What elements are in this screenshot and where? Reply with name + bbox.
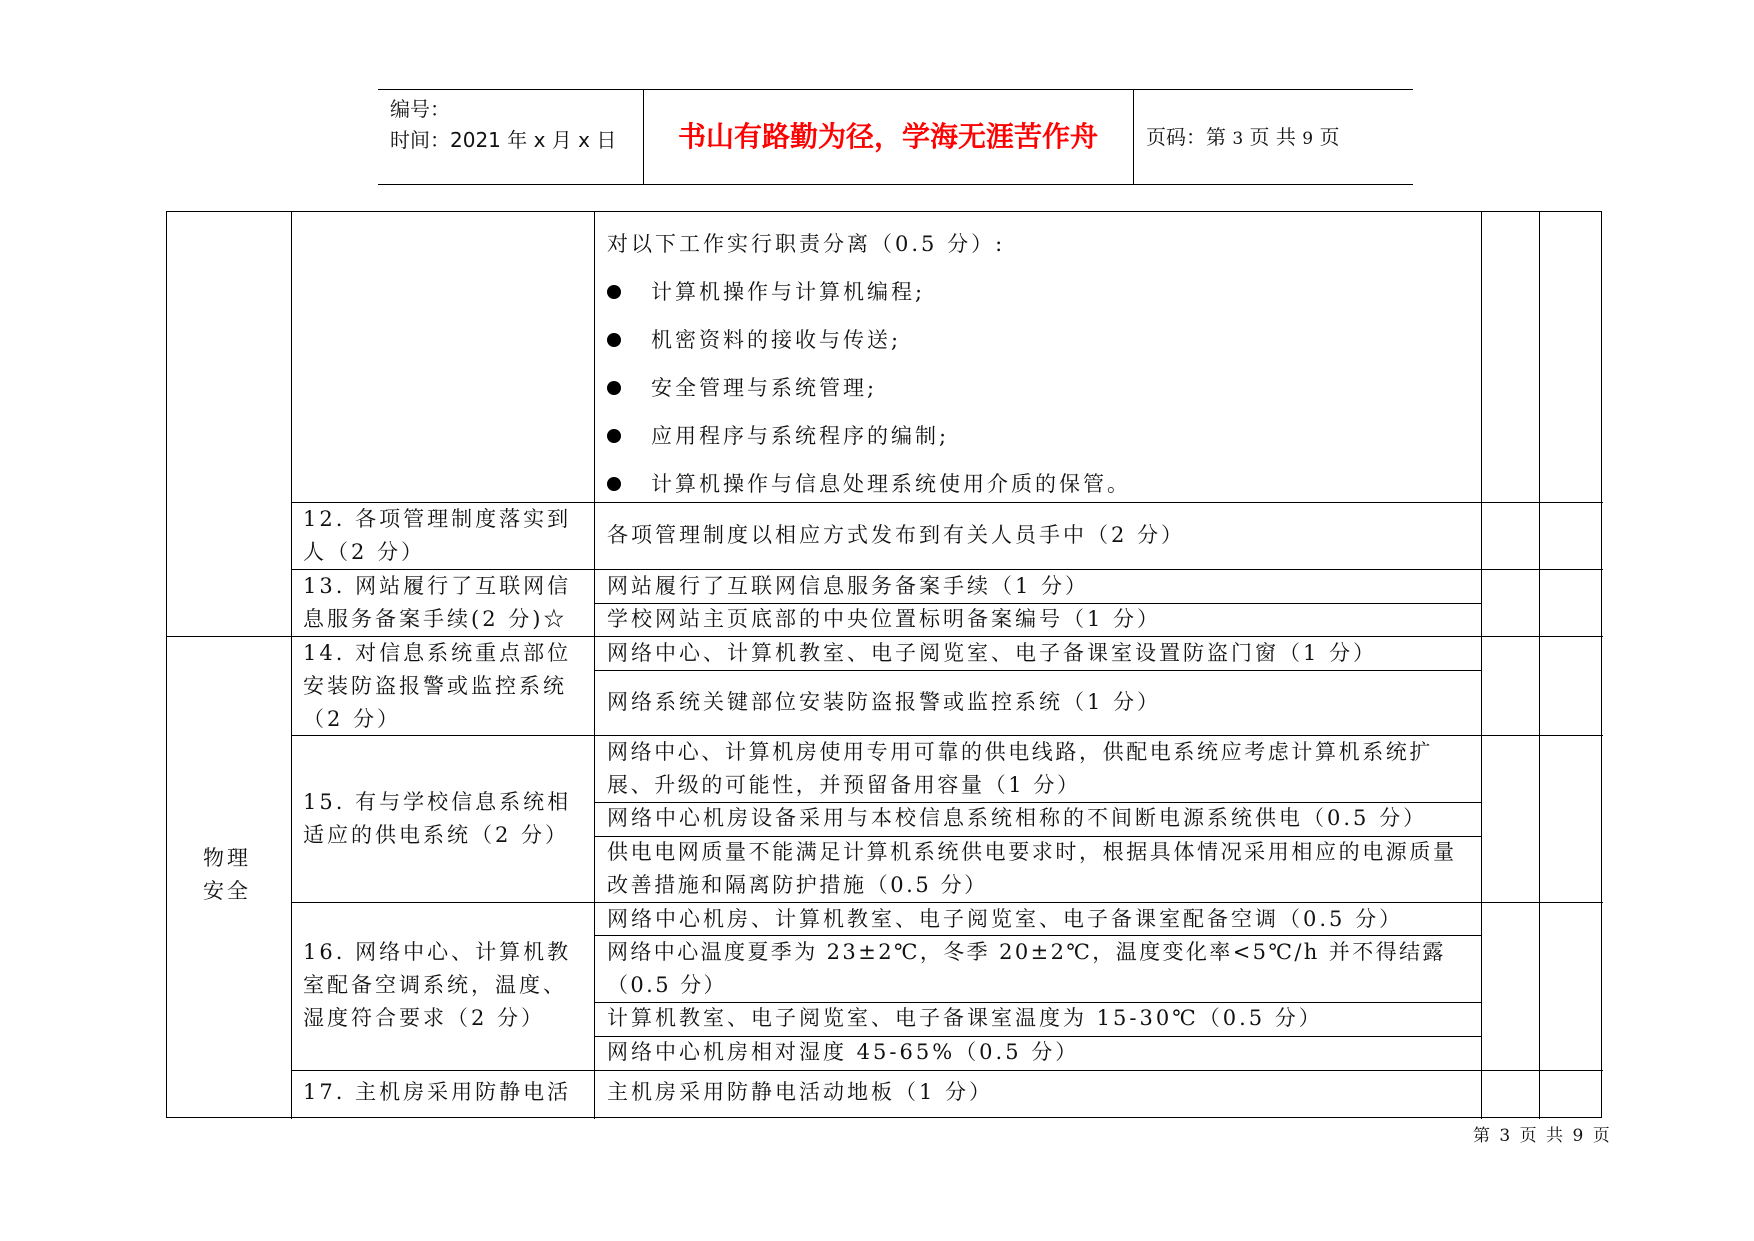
bullet-icon — [607, 429, 621, 443]
row14-item: 14. 对信息系统重点部位安装防盗报警或监控系统（2 分） — [303, 641, 572, 731]
page-footer: 第 3 页 共 9 页 — [1473, 1126, 1612, 1146]
bullet-icon — [607, 333, 621, 347]
list-item: 计算机操作与信息处理系统使用介质的保管。 — [607, 468, 1131, 501]
row16-criterion: 计算机教室、电子阅览室、电子备课室温度为 15-30℃（0.5 分） — [607, 1006, 1323, 1030]
page-mid: 页 共 — [1249, 125, 1296, 149]
page-header — [378, 89, 1413, 185]
list-item: 安全管理与系统管理; — [607, 372, 877, 405]
row12-criterion: 各项管理制度以相应方式发布到有关人员手中（2 分） — [607, 523, 1186, 547]
list-item: 计算机操作与计算机编程; — [607, 276, 925, 309]
page-current: 3 — [1232, 129, 1244, 149]
page-prefix: 页码：第 — [1146, 125, 1226, 149]
list-item: 应用程序与系统程序的编制; — [607, 420, 949, 453]
row15-criterion: 网络中心机房设备采用与本校信息系统相称的不间断电源系统供电（0.5 分） — [607, 806, 1428, 830]
row13-item: 13. 网站履行了互联网信息服务备案手续(2 分)☆ — [303, 574, 572, 631]
row15-item: 15. 有与学校信息系统相适应的供电系统（2 分） — [303, 790, 572, 847]
bullet-icon — [607, 285, 621, 299]
assessment-table — [166, 211, 1602, 1118]
page-total: 9 — [1302, 129, 1314, 149]
row16-criterion: 网络中心机房、计算机教室、电子阅览室、电子备课室配备空调（0.5 分） — [607, 907, 1404, 931]
row16-criterion: 网络中心机房相对湿度 45-65%（0.5 分） — [607, 1040, 1080, 1064]
category-label: 物理安全 — [203, 846, 251, 903]
page-suffix: 页 — [1319, 125, 1340, 149]
row13-criterion: 学校网站主页底部的中央位置标明备案编号（1 分） — [607, 607, 1162, 631]
page-indicator — [1146, 90, 1339, 184]
row15-criterion: 网络中心、计算机房使用专用可靠的供电线路，供配电系统应考虑计算机系统扩展、升级的可能性，并预留备用容量（1 分） — [607, 740, 1433, 797]
row12-item: 12. 各项管理制度落实到人（2 分） — [303, 507, 572, 564]
footer-page-total: 9 — [1572, 1126, 1586, 1146]
row11-intro: 对以下工作实行职责分离（0.5 分）: — [607, 232, 1006, 256]
header-meta — [390, 94, 616, 156]
motto: 书山有路勤为径，学海无涯苦作舟 — [677, 120, 1098, 153]
row14-criterion: 网络系统关键部位安装防盗报警或监控系统（1 分） — [607, 690, 1162, 714]
list-item: 机密资料的接收与传送; — [607, 324, 901, 357]
row13-criterion: 网站履行了互联网信息服务备案手续（1 分） — [607, 574, 1090, 598]
bullet-icon — [607, 381, 621, 395]
row17-item: 17. 主机房采用防静电活 — [303, 1080, 572, 1104]
bullet-icon — [607, 477, 621, 491]
row17-criterion: 主机房采用防静电活动地板（1 分） — [607, 1080, 994, 1104]
row16-criterion: 网络中心温度夏季为 23±2℃，冬季 20±2℃，温度变化率<5℃/h 并不得结露（0.5 分） — [607, 940, 1446, 997]
footer-page-current: 3 — [1499, 1126, 1513, 1146]
time-label: 时间：2021 年 x 月 x 日 — [390, 128, 617, 152]
number-label: 编号： — [390, 97, 450, 121]
row15-criterion: 供电电网质量不能满足计算机系统供电要求时，根据具体情况采用相应的电源质量改善措施和隔离防护措施（0.5 分） — [607, 840, 1457, 897]
row14-criterion: 网络中心、计算机教室、电子阅览室、电子备课室设置防盗门窗（1 分） — [607, 641, 1378, 665]
row16-item: 16. 网络中心、计算机教室配备空调系统，温度、湿度符合要求（2 分） — [303, 940, 572, 1030]
